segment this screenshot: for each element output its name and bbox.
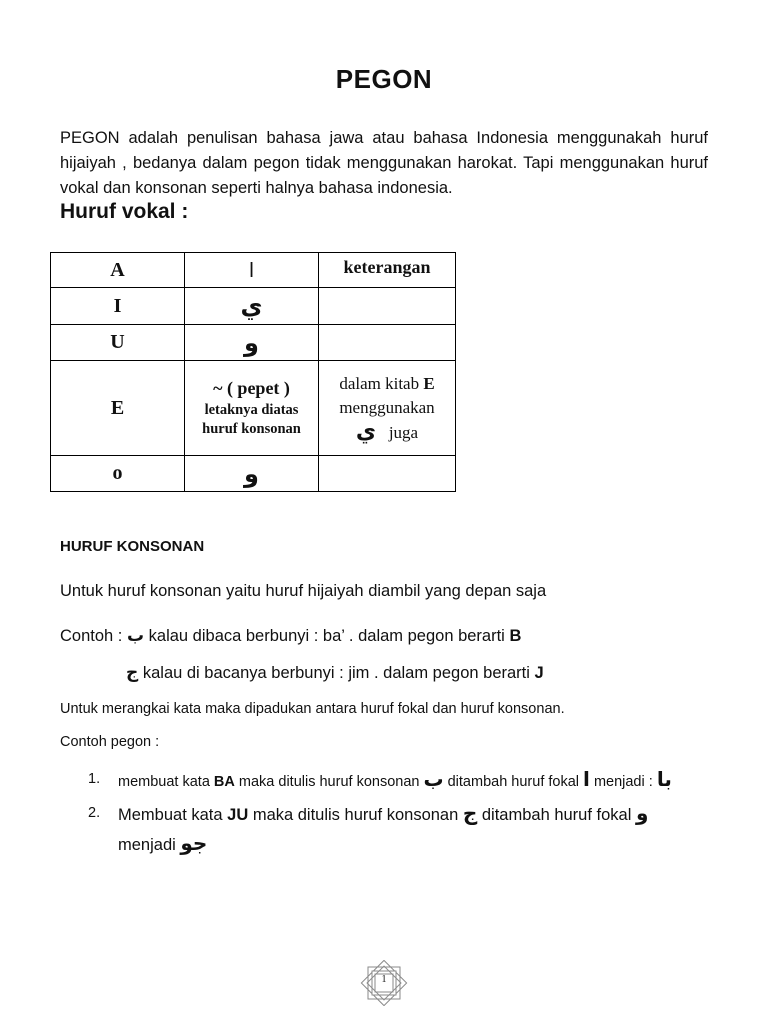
table-header-keterangan: keterangan xyxy=(319,253,456,288)
example-list xyxy=(60,764,710,859)
list-bold: BA xyxy=(213,774,235,790)
contoh-text: kalau dibaca berbunyi : ba’ . dalam pegon berarti xyxy=(144,627,510,645)
contoh-bold: B xyxy=(509,627,522,645)
table-cell-arab: و xyxy=(185,325,319,361)
arabic-letter: و xyxy=(635,801,649,825)
contoh-prefix: Contoh : xyxy=(60,627,123,645)
table-row xyxy=(51,288,456,325)
table-cell-latin: U xyxy=(51,325,185,361)
list-text: menjadi : xyxy=(593,774,657,790)
arabic-word: جو xyxy=(180,831,208,855)
contoh-bold: J xyxy=(534,664,544,682)
table-cell-latin: o xyxy=(51,456,185,492)
table-cell-latin: I xyxy=(51,288,185,325)
list-text: maka ditulis huruf konsonan xyxy=(248,806,463,824)
konsonan-heading: HURUF KONSONAN xyxy=(60,538,205,555)
table-cell-arab: و xyxy=(185,456,319,492)
list-text: maka ditulis huruf konsonan xyxy=(234,774,424,790)
table-cell-latin: A xyxy=(51,253,185,288)
ket-text: dalam kitab xyxy=(339,373,420,393)
page-title: PEGON xyxy=(335,64,433,94)
contoh-line-1 xyxy=(60,626,521,646)
list-text: ditambah huruf fokal xyxy=(443,774,584,790)
konsonan-description: Untuk huruf konsonan yaitu huruf hijaiyah diambil yang depan saja xyxy=(60,582,547,600)
table-row xyxy=(51,456,456,492)
ket-text: menggunakan xyxy=(339,397,435,417)
table-row xyxy=(51,253,456,288)
vokal-heading: Huruf vokal : xyxy=(60,200,189,223)
page-number: 1 xyxy=(381,974,387,985)
arabic-letter: ج xyxy=(126,663,139,683)
arabic-letter: ب xyxy=(423,767,444,791)
list-text: ditambah huruf fokal xyxy=(477,806,636,824)
table-row xyxy=(51,361,456,456)
table-cell-pepet xyxy=(185,361,319,456)
table-row xyxy=(51,325,456,361)
pepet-label: ~ ( pepet ) xyxy=(213,377,290,398)
table-cell-arab: ا xyxy=(185,253,319,288)
list-number: 2. xyxy=(88,805,101,821)
table-cell-arab: ي xyxy=(185,288,319,325)
list-number: 1. xyxy=(88,771,101,787)
ket-arab: ي xyxy=(355,418,377,444)
table-cell-keterangan xyxy=(319,325,456,361)
list-item xyxy=(60,764,710,797)
list-bold: JU xyxy=(227,806,249,824)
merangkai-text: Untuk merangkai kata maka dipadukan antara huruf fokal dan huruf konsonan. xyxy=(60,701,565,717)
list-text: menjadi xyxy=(118,836,181,854)
table-cell-keterangan xyxy=(319,361,456,456)
arabic-letter: ا xyxy=(583,767,590,791)
ket-text: juga xyxy=(388,422,419,442)
contoh-pegon-label: Contoh pegon : xyxy=(60,734,160,750)
ket-bold: E xyxy=(423,373,435,393)
arabic-word: با xyxy=(656,767,672,791)
table-cell-keterangan xyxy=(319,288,456,325)
arabic-letter: ج xyxy=(462,801,478,825)
list-text: membuat kata xyxy=(118,774,214,790)
table-cell-latin: E xyxy=(51,361,185,456)
table-cell-keterangan xyxy=(319,456,456,492)
intro-paragraph: PEGON adalah penulisan bahasa jawa atau bahasa Indonesia menggunakah huruf hijaiyah , bedanya dalam pegon tidak menggunakan harokat. Tapi menggunakan huruf vokal dan konsonan seperti halnya bahasa indonesia. xyxy=(60,129,708,197)
page-number-ornament xyxy=(359,960,409,1006)
list-item xyxy=(60,799,710,859)
contoh-line-2 xyxy=(126,663,544,683)
letak-note: letaknya diatas huruf konsonan xyxy=(202,401,301,437)
list-text: Membuat kata xyxy=(118,806,228,824)
vokal-table xyxy=(50,252,456,492)
arabic-letter: ب xyxy=(126,626,145,646)
contoh-text: kalau di bacanya berbunyi : jim . dalam pegon berarti xyxy=(138,664,535,682)
